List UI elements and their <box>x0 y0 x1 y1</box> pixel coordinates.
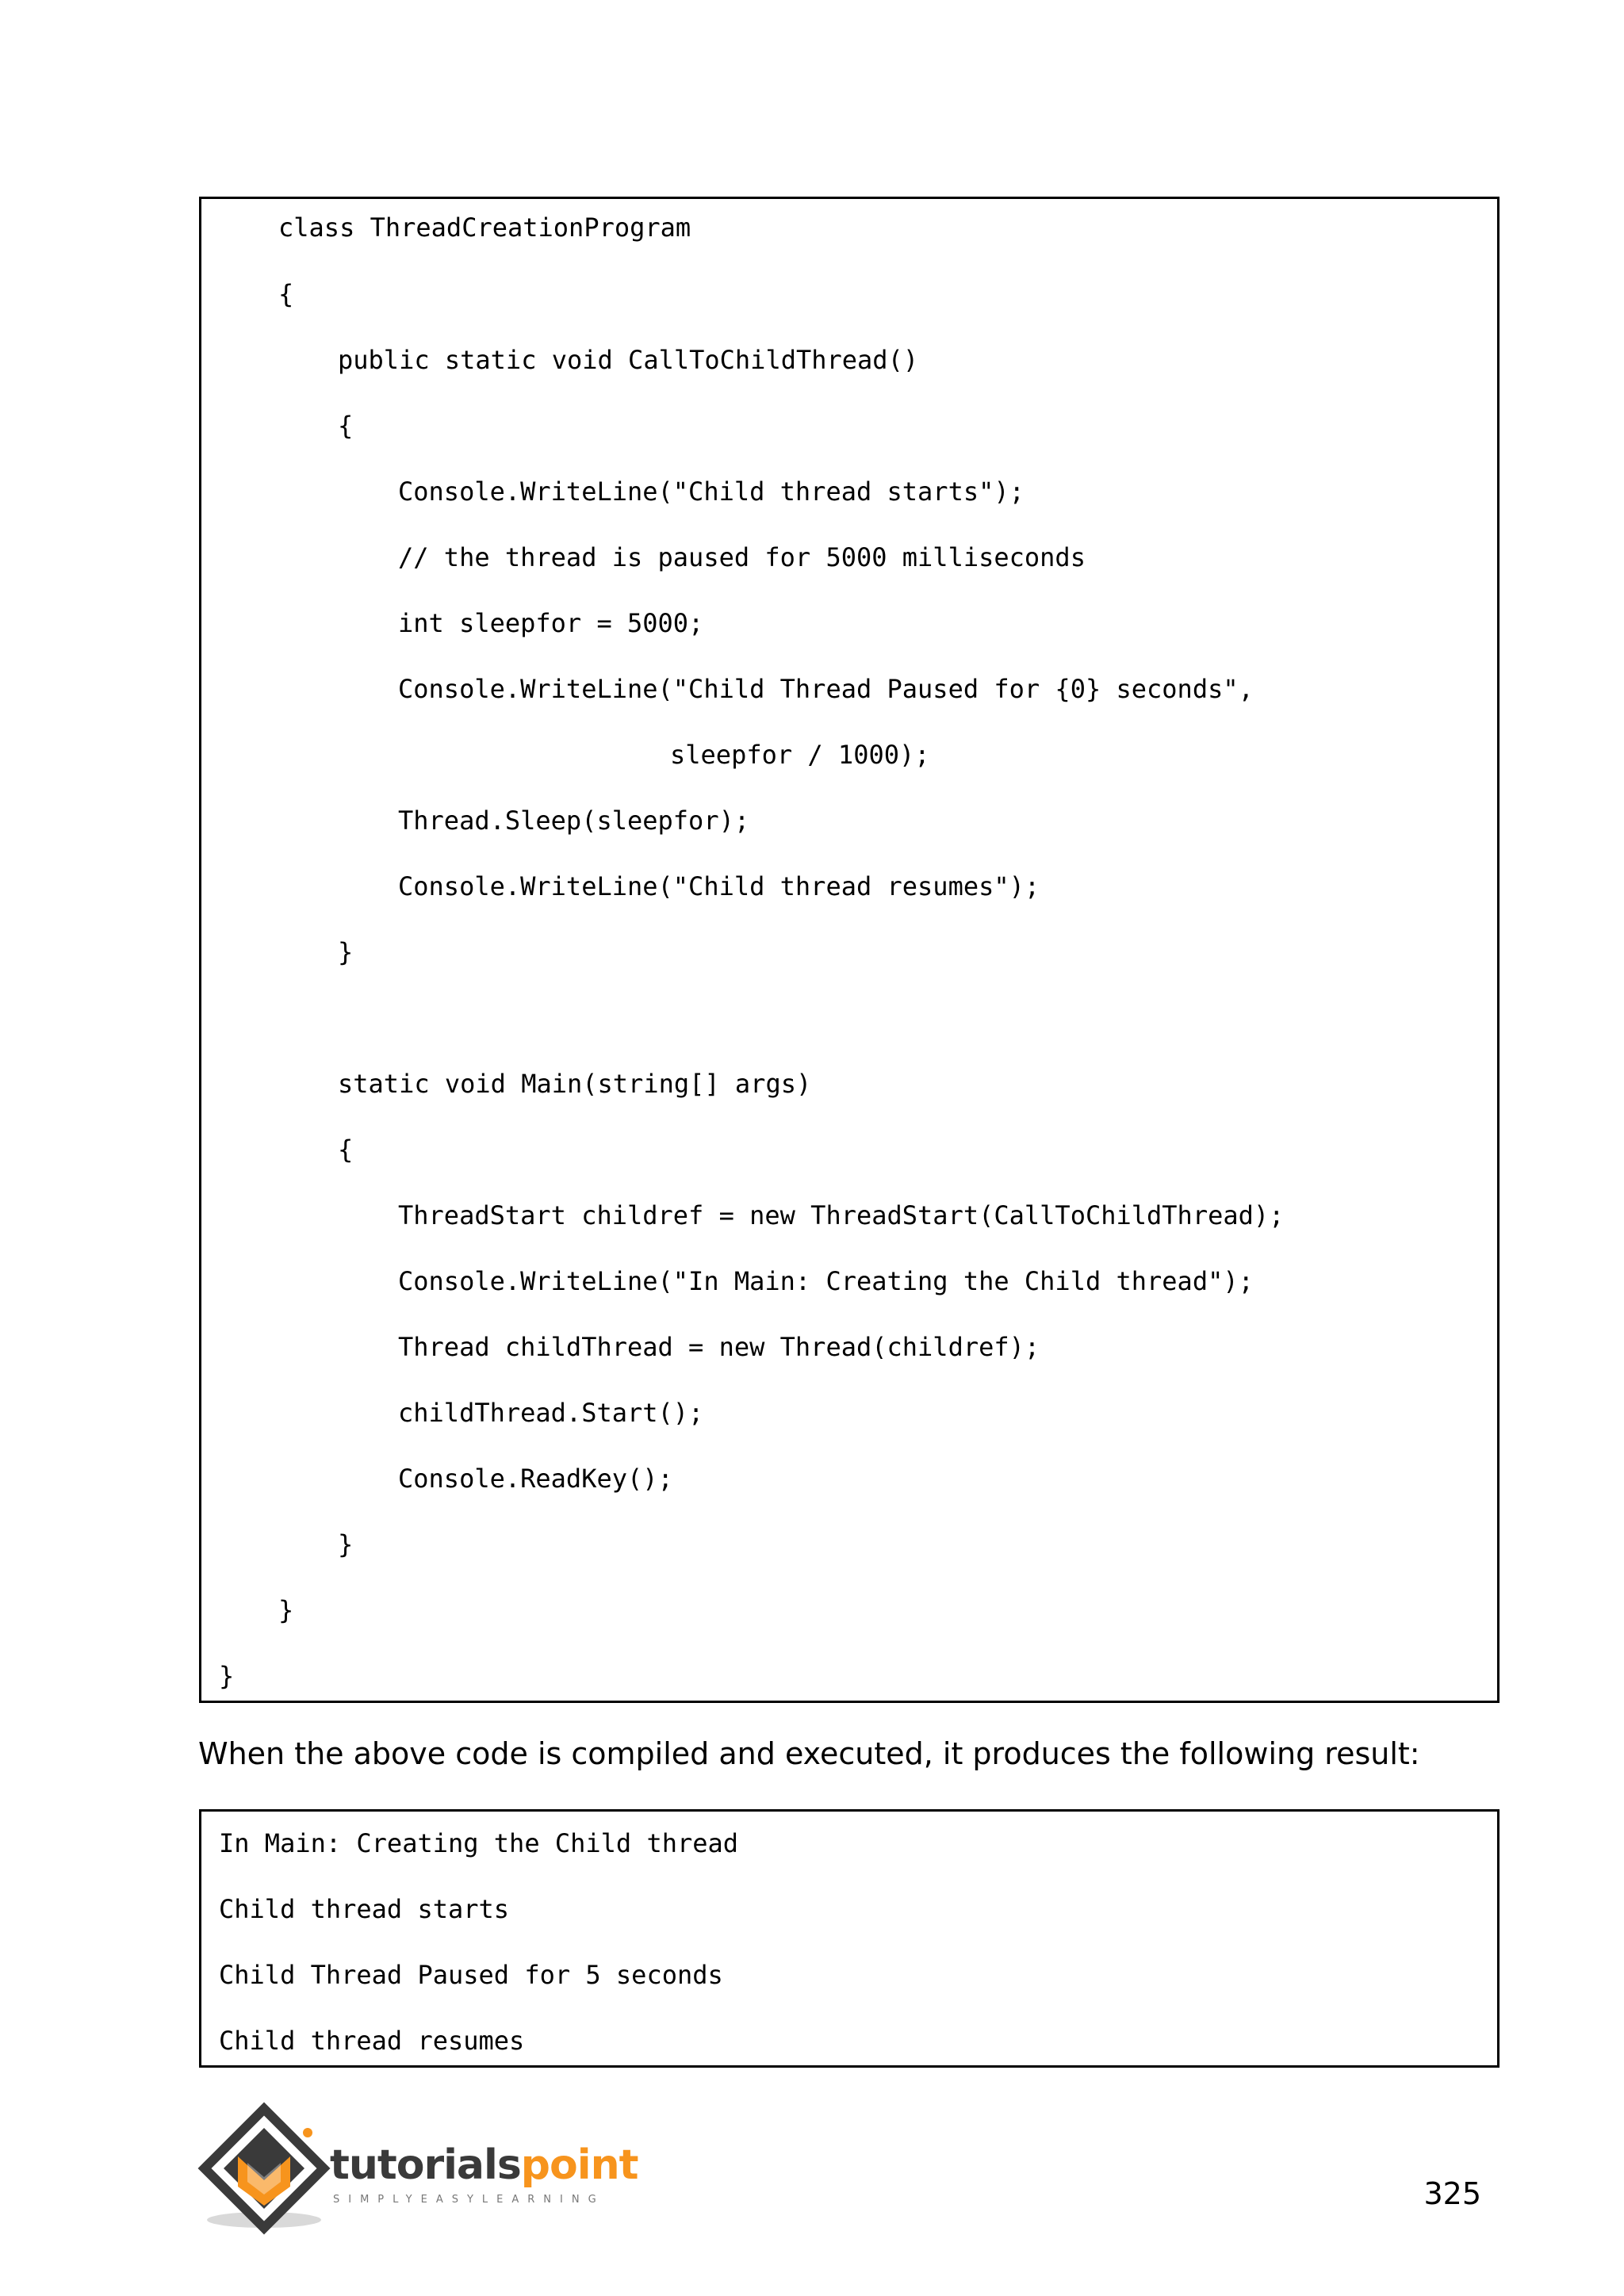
output-line: Child thread starts <box>219 1894 510 1924</box>
code-line: Thread.Sleep(sleepfor); <box>398 806 750 836</box>
code-line: } <box>278 1595 294 1625</box>
code-line: { <box>338 1135 354 1165</box>
code-line: { <box>338 411 354 441</box>
code-line: childThread.Start(); <box>398 1398 704 1428</box>
logo-emblem-icon <box>197 2101 641 2236</box>
tutorialspoint-logo <box>197 2101 641 2236</box>
svg-text:tutorialspoint: tutorialspoint <box>330 2141 638 2189</box>
output-line: In Main: Creating the Child thread <box>219 1828 739 1858</box>
code-line: public static void CallToChildThread() <box>338 345 919 375</box>
output-block <box>199 1809 1500 2068</box>
code-line: Console.WriteLine("Child thread starts"); <box>398 476 1025 507</box>
output-line: Child thread resumes <box>219 2026 525 2056</box>
code-line: Console.ReadKey(); <box>398 1464 673 1494</box>
code-line: sleepfor / 1000); <box>670 740 930 770</box>
code-line: int sleepfor = 5000; <box>398 608 704 638</box>
code-line: } <box>219 1661 235 1691</box>
page-number: 325 <box>1423 2176 1481 2211</box>
code-line: { <box>278 279 294 309</box>
code-line: Thread childThread = new Thread(childref); <box>398 1332 1040 1362</box>
code-line: class ThreadCreationProgram <box>278 212 691 243</box>
code-line: } <box>338 937 354 967</box>
code-line: Console.WriteLine("In Main: Creating the Child thread"); <box>398 1266 1254 1296</box>
code-line: Console.WriteLine("Child Thread Paused for {0} seconds", <box>398 674 1254 704</box>
code-block <box>199 197 1500 1703</box>
svg-text:SIMPLYEASYLEARNING: SIMPLYEASYLEARNING <box>333 2194 605 2206</box>
code-line: Console.WriteLine("Child thread resumes"); <box>398 871 1040 901</box>
code-comment-line: // the thread is paused for 5000 milliseconds <box>398 542 1086 572</box>
code-line: static void Main(string[] args) <box>338 1069 812 1099</box>
output-line: Child Thread Paused for 5 seconds <box>219 1960 723 1990</box>
result-intro-text: When the above code is compiled and executed, it produces the following result: <box>198 1736 1420 1771</box>
code-line: } <box>338 1529 354 1559</box>
code-line: ThreadStart childref = new ThreadStart(CallToChildThread); <box>398 1200 1285 1230</box>
